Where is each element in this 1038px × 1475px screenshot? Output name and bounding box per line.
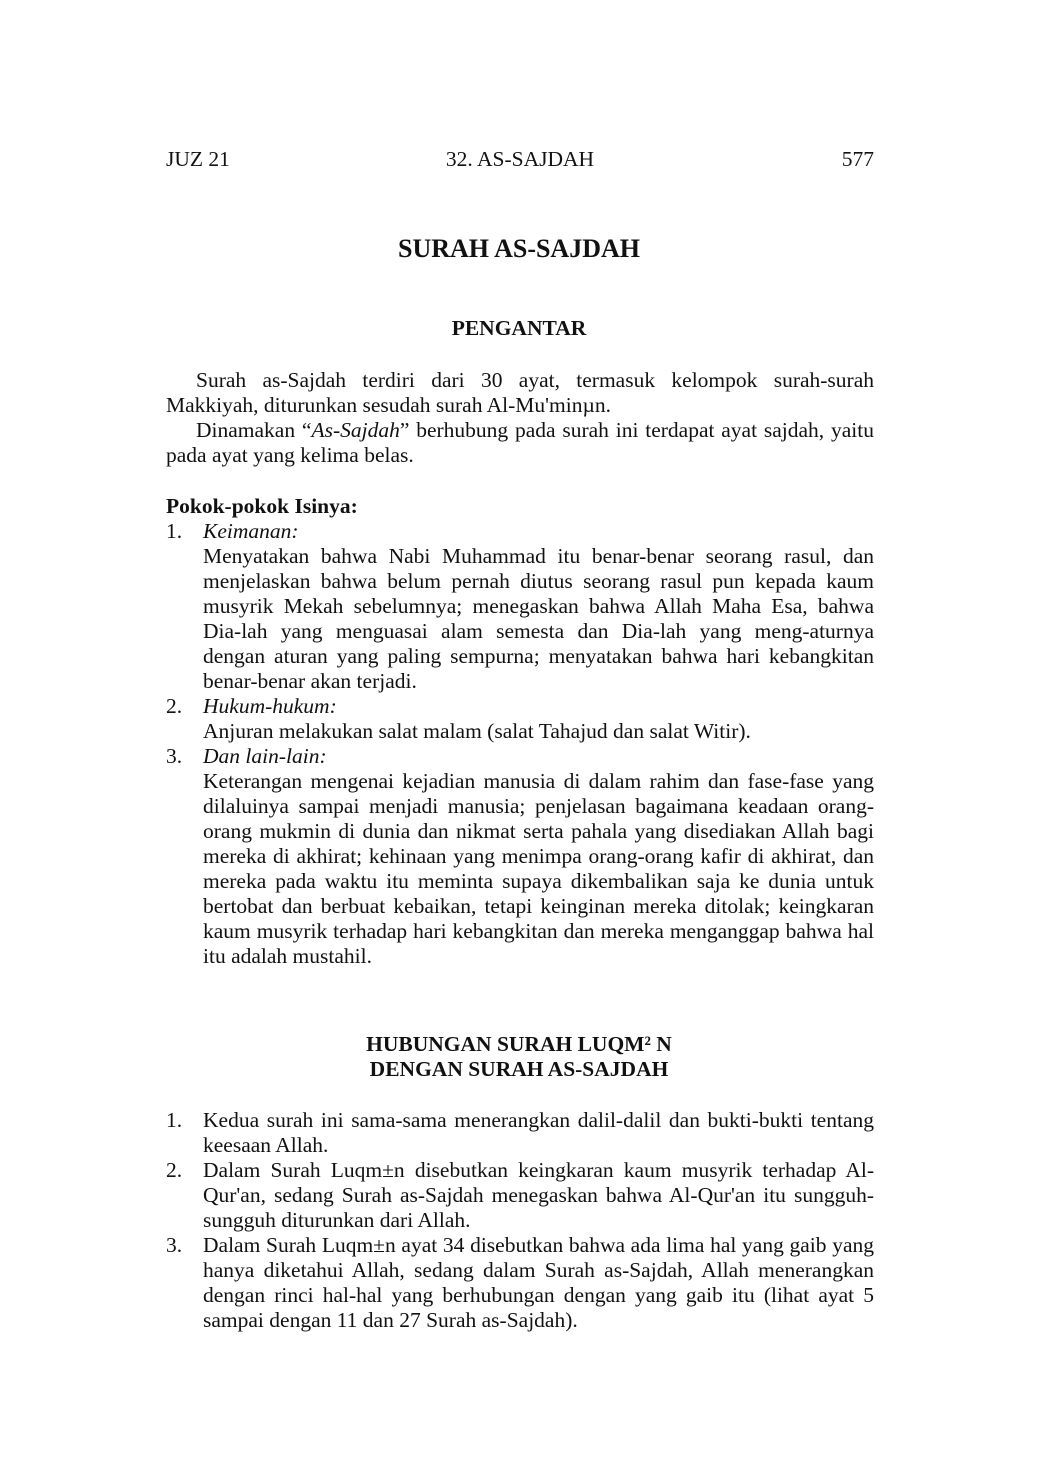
list-item-text: Anjuran melakukan salat malam (salat Tahajud dan salat Witir). [203,719,751,743]
intro-paragraphs [166,368,874,468]
list-item [166,1233,874,1333]
list-item [166,1158,874,1233]
page-number: 577 [841,147,874,171]
list-item-text: Menyatakan bahwa Nabi Muhammad itu benar-benar seorang rasul, dan menjelaskan bahwa belum pernah diutus seorang rasul pun kepada kaum musyrik Mekah sebelumnya; menegaskan bahwa Allah Maha Esa, bahwa Dia-lah yang menguasai alam semesta dan Dia-lah yang meng-aturnya dengan aturan yang paling sempurna; menyatakan bahwa hari kebangkitan benar-benar akan terjadi. [203,544,874,693]
list-item [166,694,874,744]
section-heading-pokok: Pokok-pokok Isinya: [166,494,358,518]
list-item [166,519,874,694]
intro-p2-start: Dinamakan “ [196,418,312,442]
pokok-list [166,519,874,969]
intro-p2-end: ” berhubung pada surah ini terdapat ayat sajdah, yaitu pada ayat yang kelima belas. [166,418,874,467]
intro-paragraph-2 [166,418,874,468]
list-item [166,744,874,969]
list-number: 2. [166,1158,183,1182]
section-heading-pengantar: PENGANTAR [451,316,587,340]
list-item [166,1108,874,1158]
running-header [166,147,874,173]
section-heading-hubungan-line2: DENGAN SURAH AS-SAJDAH [369,1057,669,1081]
list-item-text: Kedua surah ini sama-sama menerangkan dalil-dalil dan bukti-bukti tentang keesaan Allah. [203,1108,874,1157]
header-surah-name: 32. AS-SAJDAH [445,147,595,171]
list-item-text: Dalam Surah Luqm±n disebutkan keingkaran kaum musyrik terhadap Al-Qur'an, sedang Surah as-Sajdah menegaskan bahwa Al-Qur'an itu sungguh-sungguh diturunkan dari Allah. [203,1158,874,1232]
section-heading-hubungan-line1: HUBUNGAN SURAH LUQM² N [366,1032,672,1056]
list-item-label: Dan lain-lain: [203,744,327,768]
hubungan-list [166,1108,874,1333]
list-item-text: Dalam Surah Luqm±n ayat 34 disebutkan bahwa ada lima hal yang gaib yang hanya diketahui Allah, sedang dalam Surah as-Sajdah, Allah menerangkan dengan rinci hal-hal yang berhubungan dengan yang gaib itu (lihat ayat 5 sampai dengan 11 dan 27 Surah as-Sajdah). [203,1233,874,1332]
header-juz: JUZ 21 [166,147,230,171]
intro-p2-italic: As-Sajdah [311,418,400,442]
page-title: SURAH AS-SAJDAH [398,234,640,263]
list-number: 3. [166,1233,183,1257]
list-item-text: Keterangan mengenai kejadian manusia di dalam rahim dan fase-fase yang dilaluinya sampai menjadi manusia; penjelasan bagaimana keadaan orang-orang mukmin di dunia dan nikmat serta pahala yang disediakan Allah bagi mereka di akhirat; kehinaan yang menimpa orang-orang kafir di akhirat, dan mereka pada waktu itu meminta supaya dikembalikan saja ke dunia untuk bertobat dan berbuat kebaikan, tetapi keinginan mereka ditolak; keingkaran kaum musyrik terhadap hari kebangkitan dan mereka menganggap bahwa hal itu adalah mustahil. [203,769,874,968]
list-number: 1. [166,519,183,543]
list-number: 1. [166,1108,183,1132]
list-number: 2. [166,694,183,718]
list-item-label: Keimanan: [203,519,299,543]
list-number: 3. [166,744,183,768]
list-item-label: Hukum-hukum: [203,694,337,718]
intro-paragraph-1: Surah as-Sajdah terdiri dari 30 ayat, termasuk kelompok surah-surah Makkiyah, diturunkan sesudah surah Al-Mu'minµn. [166,368,874,417]
